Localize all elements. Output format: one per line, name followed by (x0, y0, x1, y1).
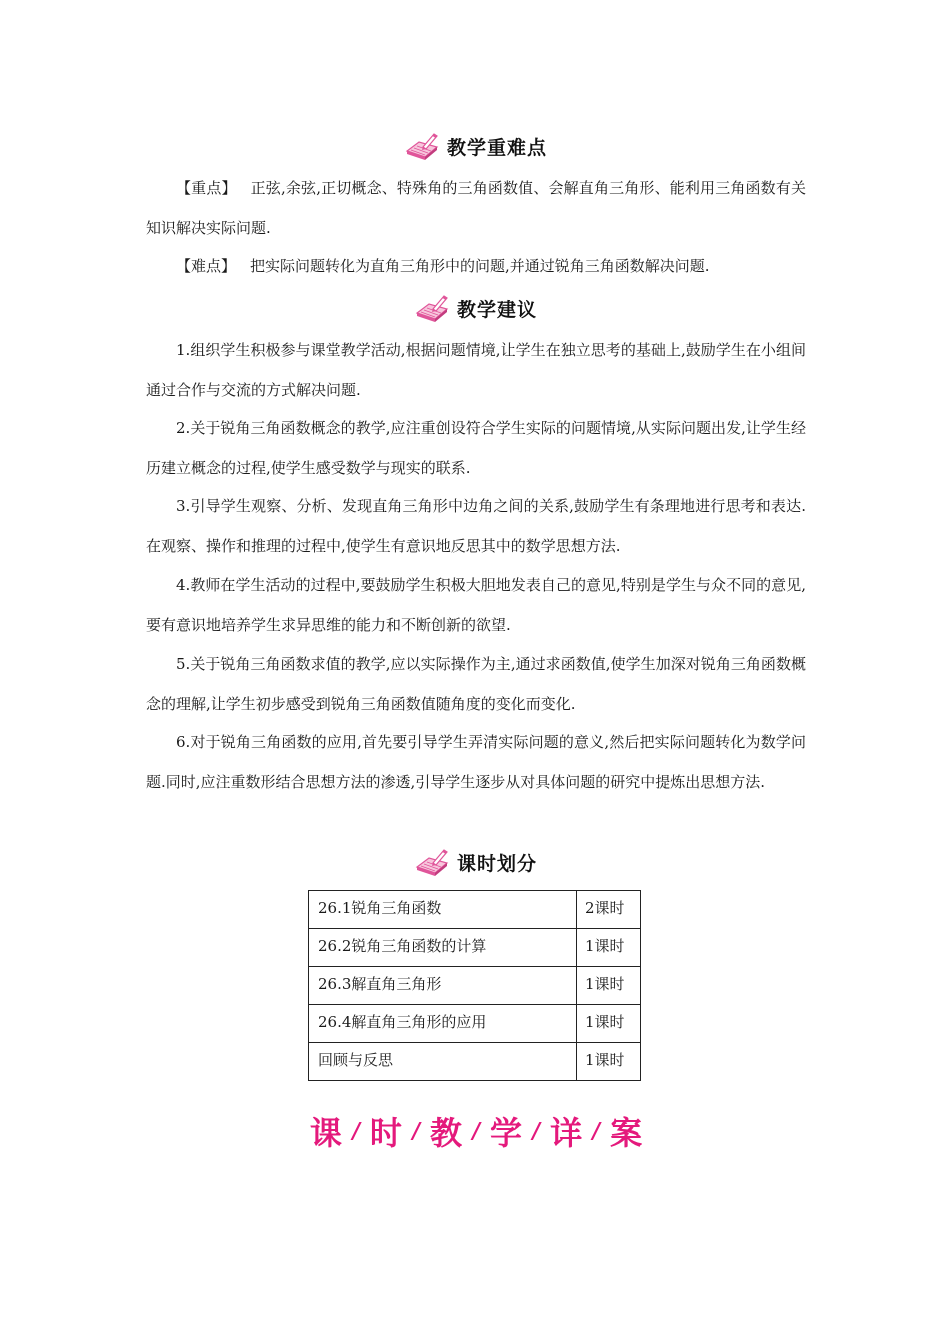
focus-text: 正弦,余弦,正切概念、特殊角的三角函数值、会解直角三角形、能利用三角函数有关知识解决实际问题. (146, 179, 806, 237)
section-heading-schedule (146, 844, 806, 880)
suggestion-item-6: 6.对于锐角三角函数的应用,首先要引导学生弄清实际问题的意义,然后把实际问题转化为数学问题.同时,应注重数形结合思想方法的渗透,引导学生逐步从对具体问题的研究中提炼出思想方法. (146, 733, 806, 791)
section-heading-suggestions (146, 290, 806, 326)
pen-notebook-icon (415, 293, 449, 323)
banner-char: 课 (309, 1114, 342, 1152)
banner-char: 案 (610, 1114, 643, 1152)
banner-separator: / (409, 1118, 423, 1144)
table-row (309, 929, 641, 967)
banner-separator: / (349, 1118, 363, 1144)
suggestion-item-5: 5.关于锐角三角函数求值的教学,应以实际操作为主,通过求函数值,使学生加深对锐角三角函数概念的理解,让学生初步感受到锐角三角函数值随角度的变化而变化. (146, 655, 806, 713)
table-row (309, 891, 641, 929)
banner-separator: / (529, 1118, 543, 1144)
focus-paragraph (146, 168, 806, 248)
suggestion-item-1: 1.组织学生积极参与课堂教学活动,根据问题情境,让学生在独立思考的基础上,鼓励学生在小组间通过合作与交流的方式解决问题. (146, 341, 806, 399)
lesson-cell: 回顾与反思 (309, 1043, 577, 1081)
banner-separator: / (589, 1118, 603, 1144)
suggestion-item-3: 3.引导学生观察、分析、发现直角三角形中边角之间的关系,鼓励学生有条理地进行思考和表达.在观察、操作和推理的过程中,使学生有意识地反思其中的数学思想方法. (146, 497, 806, 555)
difficulty-text: 把实际问题转化为直角三角形中的问题,并通过锐角三角函数解决问题. (250, 257, 710, 275)
lesson-cell: 26.4解直角三角形的应用 (309, 1005, 577, 1043)
table-row (309, 1005, 641, 1043)
hours-cell: 2课时 (577, 891, 641, 929)
lesson-cell: 26.2锐角三角函数的计算 (309, 929, 577, 967)
suggestion-item-4: 4.教师在学生活动的过程中,要鼓励学生积极大胆地发表自己的意见,特别是学生与众不同的意见,要有意识地培养学生求异思维的能力和不断创新的欲望. (146, 576, 806, 634)
hours-cell: 1课时 (577, 1043, 641, 1081)
banner-separator: / (469, 1118, 483, 1144)
hours-cell: 1课时 (577, 967, 641, 1005)
focus-tag: 【重点】 (176, 179, 237, 197)
pen-notebook-icon (405, 131, 439, 161)
schedule-table (308, 890, 641, 1081)
lesson-cell: 26.3解直角三角形 (309, 967, 577, 1005)
section-title: 课时划分 (456, 852, 537, 875)
difficulty-tag: 【难点】 (176, 257, 237, 275)
difficulty-paragraph (146, 246, 806, 286)
section-heading-key-points (146, 128, 806, 164)
pen-notebook-icon (415, 847, 449, 877)
lesson-plan-banner (146, 1108, 806, 1154)
table-row (309, 1043, 641, 1081)
section-title: 教学建议 (456, 298, 537, 321)
lesson-cell: 26.1锐角三角函数 (309, 891, 577, 929)
table-row (309, 967, 641, 1005)
hours-cell: 1课时 (577, 929, 641, 967)
banner-char: 教 (429, 1114, 462, 1152)
banner-char: 时 (369, 1114, 402, 1152)
banner-char: 学 (490, 1114, 523, 1152)
suggestion-item-2: 2.关于锐角三角函数概念的教学,应注重创设符合学生实际的问题情境,从实际问题出发,让学生经历建立概念的过程,使学生感受数学与现实的联系. (146, 419, 806, 477)
section-title: 教学重难点 (446, 136, 547, 159)
banner-char: 详 (550, 1114, 583, 1152)
hours-cell: 1课时 (577, 1005, 641, 1043)
